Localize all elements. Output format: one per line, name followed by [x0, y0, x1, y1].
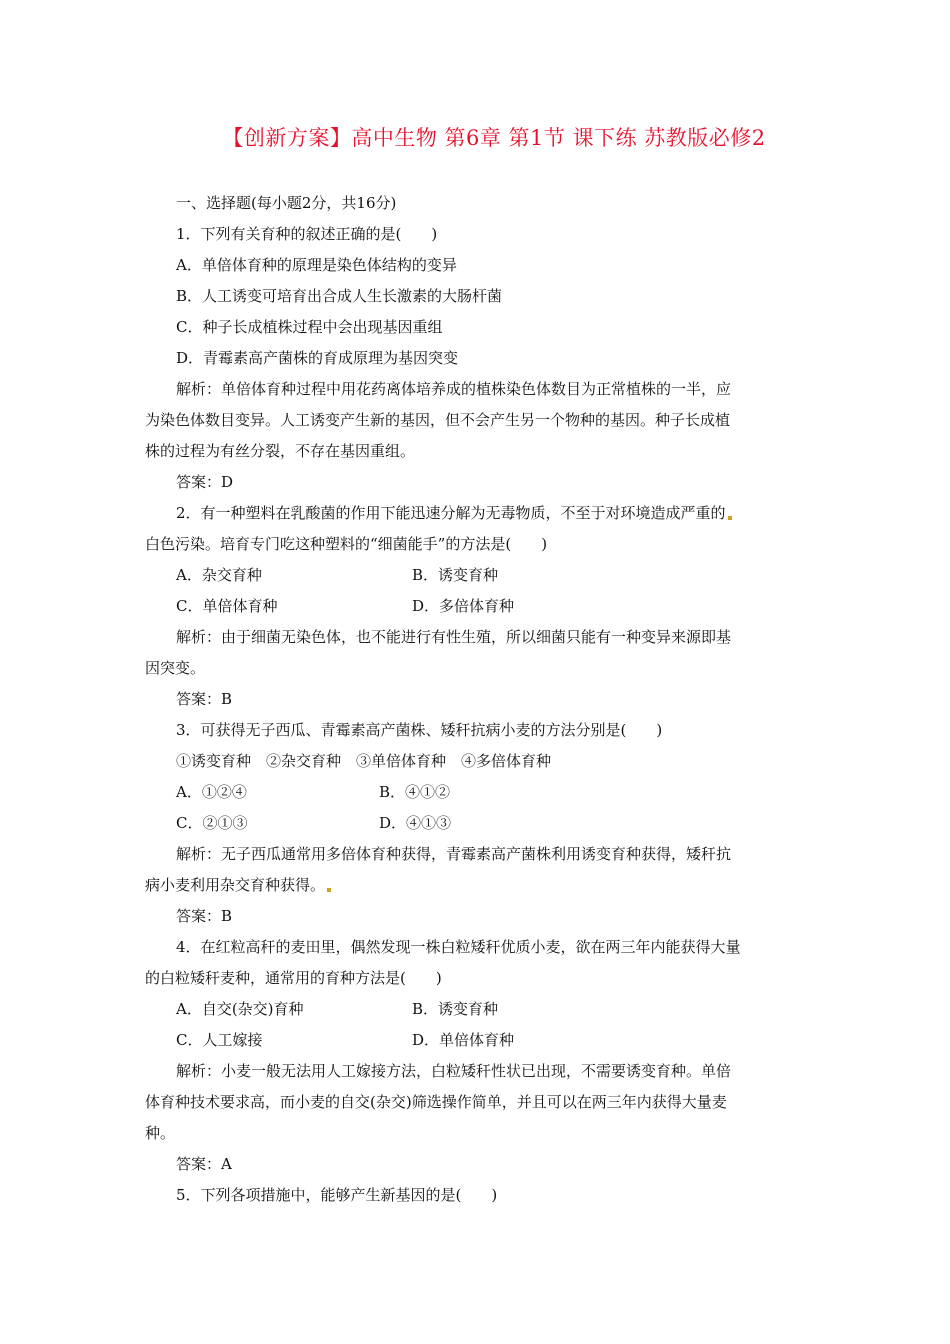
q1-option-c: C．种子长成植株过程中会出现基因重组	[176, 318, 443, 336]
q3-explanation-line1: 解析：无子西瓜通常用多倍体育种获得，青霉素高产菌株利用诱变育种获得，矮秆抗	[176, 845, 732, 863]
q3-answer: 答案：B	[176, 907, 233, 925]
q4-option-b: B．诱变育种	[412, 1000, 499, 1018]
q3-method-list: ①诱变育种 ②杂交育种 ③单倍体育种 ④多倍体育种	[176, 752, 552, 770]
q4-explanation-line1: 解析：小麦一般无法用人工嫁接方法，白粒矮秆性状已出现，不需要诱变育种。单倍	[176, 1062, 732, 1080]
q4-answer: 答案：A	[176, 1155, 232, 1173]
q5-stem: 5．下列各项措施中，能够产生新基因的是( )	[176, 1186, 498, 1204]
speck-mark	[728, 516, 732, 520]
q3-option-a: A．①②④	[176, 783, 247, 801]
q1-explanation-line3: 株的过程为有丝分裂，不存在基因重组。	[145, 442, 416, 460]
q1-explanation-line1: 解析：单倍体育种过程中用花药离体培养成的植株染色体数目为正常植株的一半，应	[176, 380, 732, 398]
q2-option-d: D．多倍体育种	[412, 597, 515, 615]
q2-stem-line2: 白色污染。培育专门吃这种塑料的“细菌能手”的方法是( )	[145, 535, 548, 553]
q3-stem: 3．可获得无子西瓜、青霉素高产菌株、矮秆抗病小麦的方法分别是( )	[176, 721, 663, 739]
q1-answer: 答案：D	[176, 473, 234, 491]
q4-explanation-line2: 体育种技术要求高，而小麦的自交(杂交)筛选操作简单，并且可以在两三年内获得大量麦	[145, 1093, 727, 1111]
q2-stem-line1	[176, 503, 732, 523]
q4-option-a: A．自交(杂交)育种	[176, 1000, 304, 1018]
q3-option-d: D．④①③	[379, 814, 452, 832]
q2-explanation-line1: 解析：由于细菌无染色体，也不能进行有性生殖，所以细菌只能有一种变异来源即基	[176, 628, 732, 646]
document-title: 【创新方案】高中生物 第6章 第1节 课下练 苏教版必修2	[222, 126, 766, 150]
section-heading: 一、选择题(每小题2分，共16分)	[176, 194, 397, 212]
q3-explanation-line2-text: 病小麦利用杂交育种获得。	[145, 876, 326, 894]
q1-option-a: A．单倍体育种的原理是染色体结构的变异	[176, 256, 457, 274]
q4-stem-line2: 的白粒矮秆麦种，通常用的育种方法是( )	[145, 969, 442, 987]
q4-stem-line1: 4．在红粒高秆的麦田里，偶然发现一株白粒矮秆优质小麦，欲在两三年内能获得大量	[176, 938, 741, 956]
q1-option-d: D．青霉素高产菌株的育成原理为基因突变	[176, 349, 459, 367]
q4-option-c: C．人工嫁接	[176, 1031, 263, 1049]
q4-explanation-line3: 种。	[145, 1124, 176, 1142]
q2-answer: 答案：B	[176, 690, 233, 708]
q2-stem-line1-text: 2．有一种塑料在乳酸菌的作用下能迅速分解为无毒物质，不至于对环境造成严重的	[176, 504, 726, 522]
q1-option-b: B．人工诱变可培育出合成人生长激素的大肠杆菌	[176, 287, 503, 305]
q1-stem: 1．下列有关育种的叙述正确的是( )	[176, 225, 438, 243]
q2-option-a: A．杂交育种	[176, 566, 262, 584]
q2-option-c: C．单倍体育种	[176, 597, 278, 615]
q3-option-c: C．②①③	[176, 814, 248, 832]
q3-explanation-line2	[145, 875, 331, 895]
q3-option-b: B．④①②	[379, 783, 451, 801]
q1-explanation-line2: 为染色体数目变异。人工诱变产生新的基因，但不会产生另一个物种的基因。种子长成植	[145, 411, 731, 429]
q2-explanation-line2: 因突变。	[145, 659, 206, 677]
q4-option-d: D．单倍体育种	[412, 1031, 515, 1049]
q2-option-b: B．诱变育种	[412, 566, 499, 584]
speck-mark	[327, 888, 331, 892]
